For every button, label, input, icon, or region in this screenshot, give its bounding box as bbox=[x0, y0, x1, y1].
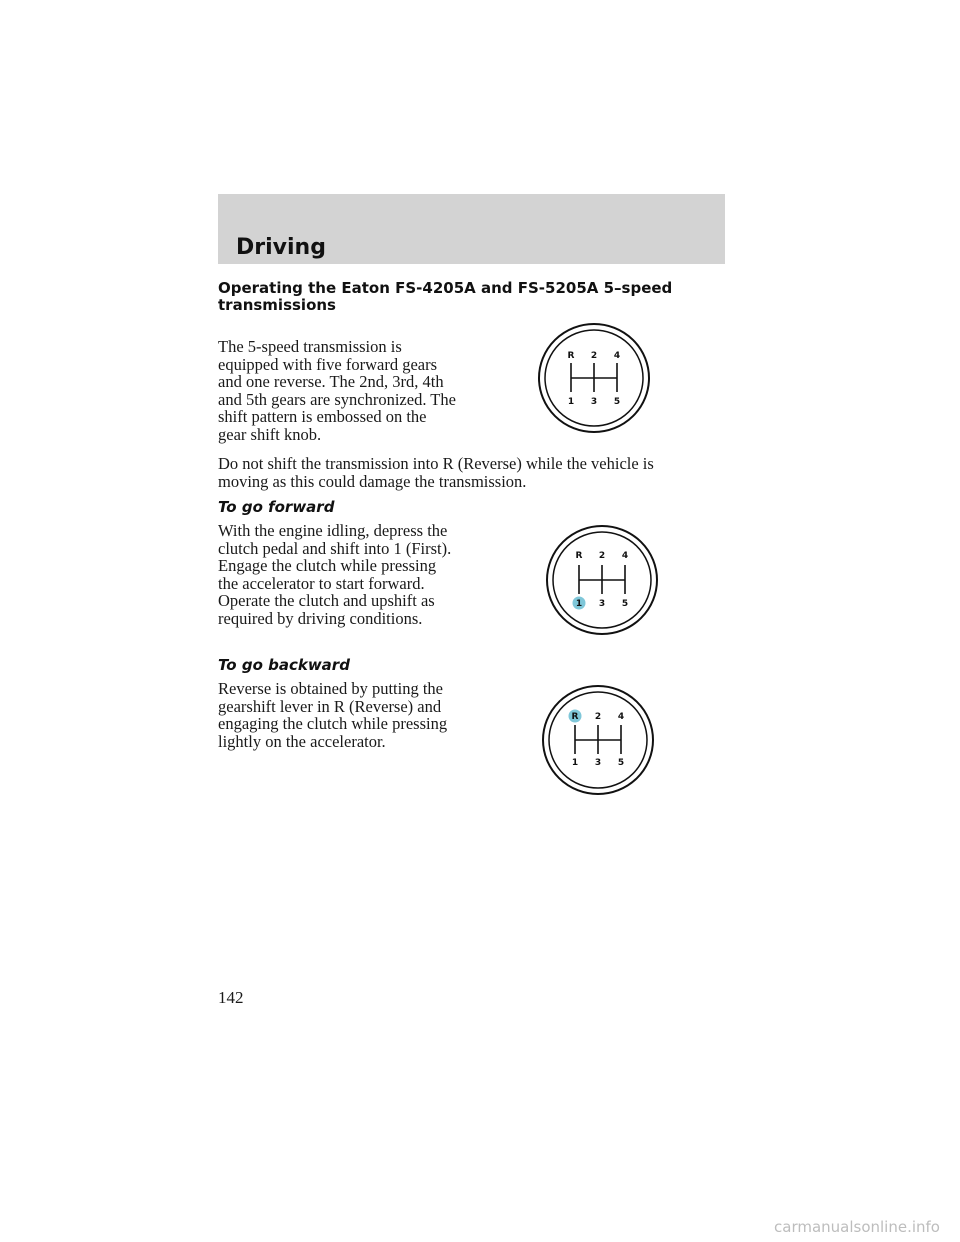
gear-label-r: R bbox=[575, 551, 583, 561]
gear-label-3: 3 bbox=[598, 599, 606, 609]
text-line: gear shift knob. bbox=[218, 424, 322, 444]
text-line: The 5-speed transmission is bbox=[218, 337, 402, 356]
forward-heading: To go forward bbox=[218, 498, 335, 516]
text-line: Operate the clutch and upshift as bbox=[218, 591, 435, 611]
text-line: Engage the clutch while pressing bbox=[218, 556, 437, 576]
text-line: shift pattern is embossed on the bbox=[218, 407, 427, 427]
gear-label-r: R bbox=[567, 351, 575, 361]
gear-label-4: 4 bbox=[617, 712, 625, 722]
text-line: and one reverse. The 2nd, 3rd, 4th bbox=[218, 372, 444, 392]
page-heading bbox=[218, 280, 718, 314]
backward-paragraph bbox=[218, 680, 447, 750]
text-line: lightly on the accelerator. bbox=[218, 731, 386, 751]
shift-pattern-diagram bbox=[535, 321, 653, 435]
text-line: Do not shift the transmission into R (Reverse) while the vehicle is bbox=[218, 454, 654, 473]
gear-label-2: 2 bbox=[594, 712, 602, 722]
text-line: With the engine idling, depress the bbox=[218, 521, 448, 540]
forward-paragraph bbox=[218, 522, 451, 628]
section-title: Driving bbox=[236, 235, 326, 260]
heading-line-2: transmissions bbox=[218, 296, 336, 314]
shift-first-gear-diagram bbox=[543, 523, 661, 637]
gear-label-5: 5 bbox=[617, 758, 625, 768]
backward-heading: To go backward bbox=[218, 656, 350, 674]
text-line: engaging the clutch while pressing bbox=[218, 714, 448, 734]
page-number: 142 bbox=[218, 988, 244, 1007]
shift-reverse-gear-diagram bbox=[539, 683, 657, 797]
intro-paragraph bbox=[218, 338, 456, 444]
gear-label-3: 3 bbox=[594, 758, 602, 768]
heading-line-1: Operating the Eaton FS-4205A and FS-5205A 5–speed bbox=[218, 279, 673, 297]
text-line: Reverse is obtained by putting the bbox=[218, 679, 443, 698]
gear-label-5: 5 bbox=[621, 599, 629, 609]
gear-label-5: 5 bbox=[613, 397, 621, 407]
text-line: the accelerator to start forward. bbox=[218, 573, 425, 593]
gear-label-2: 2 bbox=[590, 351, 598, 361]
gear-label-4: 4 bbox=[621, 551, 629, 561]
text-line: gearshift lever in R (Reverse) and bbox=[218, 696, 442, 716]
gear-label-3: 3 bbox=[590, 397, 598, 407]
gear-label-2: 2 bbox=[598, 551, 606, 561]
gear-label-1: 1 bbox=[575, 599, 583, 609]
gear-label-1: 1 bbox=[571, 758, 579, 768]
section-header-band bbox=[218, 194, 725, 264]
gear-label-r: R bbox=[571, 712, 579, 722]
warning-paragraph bbox=[218, 455, 654, 490]
text-line: clutch pedal and shift into 1 (First). bbox=[218, 538, 452, 558]
watermark: carmanualsonline.info bbox=[774, 1218, 940, 1236]
text-line: required by driving conditions. bbox=[218, 608, 423, 628]
text-line: and 5th gears are synchronized. The bbox=[218, 389, 456, 409]
gear-label-4: 4 bbox=[613, 351, 621, 361]
text-line: equipped with five forward gears bbox=[218, 354, 438, 374]
text-line: moving as this could damage the transmission. bbox=[218, 471, 527, 491]
gear-label-1: 1 bbox=[567, 397, 575, 407]
